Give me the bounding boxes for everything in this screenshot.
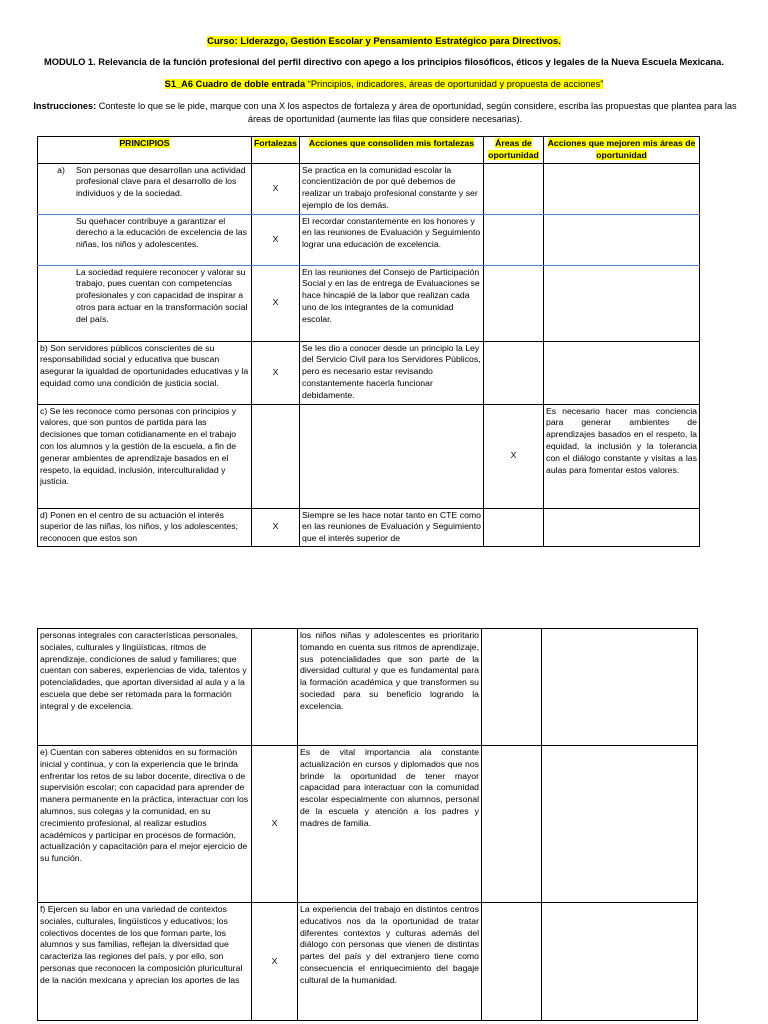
instructions-label: Instrucciones: [33,101,97,111]
header-principios: PRINCIPIOS [38,137,252,164]
acciones-cell: Siempre se les hace notar tanto en CTE como en las reuniones de Evaluación y Seguimiento que el interés superior de [299,508,483,546]
activity-code: S1_A6 Cuadro de doble entrada [164,79,306,89]
acciones-cell: El recordar constantemente en los honores y en las reuniones de Evaluación y Seguimiento lograr una educación de excelencia. [299,214,483,265]
area-mark [483,341,543,404]
acciones-cell [299,404,483,508]
course-title-text: Curso: Liderazgo, Gestión Escolar y Pensamiento Estratégico para Directivos. [207,36,561,47]
activity-subtitle [0,79,768,89]
fortaleza-mark: X [252,508,300,546]
acciones-cell: los niños niñas y adolescentes es prioritario tomando en cuenta sus ritmos de aprendizaje, sus potencialidades que son parte de la diversidad cultural y que es fundamental para la formación académica y que transformen su sociedad para su beneficio logrando la excelencia. [298,629,482,746]
acciones-cell: Se les dio a conocer desde un principio la Ley del Servicio Civil para los Servidores Públicos, pero es necesario estar revisando constantemente hacerla funcionar debidamente. [299,341,483,404]
area-mark [482,746,542,903]
fortaleza-mark [252,629,298,746]
area-mark: X [483,404,543,508]
acciones-cell: La experiencia del trabajo en distintos centros educativos nos da la oportunidad de tratar diferentes contextos y culturas además del diálogo con personas que vienen de distintas partes del país y del extranjero tiene como consecuencia el enriquecimiento del bagaje cultural de la humanidad. [298,903,482,1021]
fortaleza-mark [252,404,300,508]
acciones-cell: Se practica en la comunidad escolar la concientización de por qué debemos de realizar un trabajo profesional constante y ser ejemplo de los demás. [299,163,483,214]
mejoras-cell [543,508,699,546]
principio-cell: e) Cuentan con saberes obtenidos en su formación inicial y continua, y con la experiencia que le brinda enfrentar los retos de su labor docente, directiva o de supervisión escolar; con capacidad para aprender de manera permanente en la práctica, interactuar con los alumnos, sus colegas y la comunidad, en su crecimiento profesional, al realizar estudios académicos y participar en procesos de formación, actualización y capacitación para el mejor ejercicio de su función. [38,746,252,903]
fortaleza-mark: X [252,214,300,265]
instructions-text: Conteste lo que se le pide, marque con una X los aspectos de fortaleza y área de oportunidad, según considere, escriba las propuestas que plantea para las áreas de oportunidad (aumente las filas que considere necesarias). [96,101,737,124]
principio-cell: personas integrales con características personales, sociales, culturales y lingüísticas, ritmos de aprendizaje, condiciones de salud y familiares; que cuentan con saberes, experiencias de vida, talentos y potencialidades, que aportan diversidad al aula y a la escuela que debe ser retomada para la formación integral y de excelencia. [38,629,252,746]
table-row [38,629,698,746]
principio-cell: a) Son personas que desarrollan una actividad profesional clave para el desarrollo de los individuos y de la sociedad. [38,163,252,214]
principio-cell: f) Ejercen su labor en una variedad de contextos sociales, culturales, lingüísticos y educativos; los colectivos docentes de los que forman parte, los alumnos y sus familias, reflejan la diversidad que caracteriza las regiones del país, y por ello, son personas que reconocen la composición pluricultural de la nación mexicana y aprecian los aportes de las [38,903,252,1021]
area-mark [483,265,543,341]
module-title: MODULO 1. Relevancia de la función profesional del perfil directivo con apego a los principios filosóficos, éticos y legales de la Nueva Escuela Mexicana. [44,57,724,67]
area-mark [482,629,542,746]
fortaleza-mark: X [252,163,300,214]
mejoras-cell [543,265,699,341]
principles-table [37,136,700,547]
principio-cell: b) Son servidores públicos conscientes de su responsabilidad social y educativa que buscan asegurar la igualdad de oportunidades educativas y la equidad como una condición de justicia social. [38,341,252,404]
table-row [38,903,698,1021]
area-mark [482,903,542,1021]
instructions [30,100,740,126]
course-title [0,36,768,47]
table-row [38,214,700,265]
header-acciones-fortalezas: Acciones que consoliden mis fortalezas [299,137,483,164]
area-mark [483,508,543,546]
table-row [38,341,700,404]
table-header-row [38,137,700,164]
header-acciones-mejora: Acciones que mejoren mis áreas de oportunidad [543,137,699,164]
principio-cell: c) Se les reconoce como personas con principios y valores, que son puntos de partida para las decisiones que toman cotidianamente en el trabajo con los alumnos y la gestión de la escuela, a fin de generar ambientes de aprendizaje basados en el respeto, la equidad, inclusión, interculturalidad y justicia. [38,404,252,508]
mejoras-cell [543,163,699,214]
acciones-cell: En las reuniones del Consejo de Participación Social y en las de entrega de Evaluaciones se hace hincapié de la labor que realizan cada uno de los integrantes de la comunidad escolar. [299,265,483,341]
table-row [38,508,700,546]
header-areas-oportunidad: Áreas de oportunidad [483,137,543,164]
fortaleza-mark: X [252,746,298,903]
mejoras-cell: Es necesario hacer mas conciencia para generar ambientes de aprendizajes basados en el respeto, la equidad, la inclusión y la tolerancia con el diálogo constante y visitas a las aulas para fomentar estos valores. [543,404,699,508]
mejoras-cell [542,903,698,1021]
fortaleza-mark: X [252,341,300,404]
table-row [38,163,700,214]
table-row [38,404,700,508]
header-fortalezas: Fortalezas [252,137,300,164]
fortaleza-mark: X [252,265,300,341]
principles-table-continued [37,628,698,1021]
principio-cell: La sociedad requiere reconocer y valorar su trabajo, pues cuentan con competencias profesionales y con capacidad de inspirar a otros para actuar en la transformación social del país. [38,265,252,341]
mejoras-cell [543,341,699,404]
acciones-cell: Es de vital importancia ala constante actualización en cursos y diplomados que nos brinde la oportunidad de tener mayor capacidad para interactuar con la comunidad escolar especialmente con alumnos, personal de la escuela y atención a los padres y madres de familia. [298,746,482,903]
activity-name: “Principios, indicadores, áreas de oportunidad y propuesta de acciones” [305,79,604,89]
principio-cell: Su quehacer contribuye a garantizar el derecho a la educación de excelencia de las niñas, los niños y adolescentes. [38,214,252,265]
area-mark [483,163,543,214]
mejoras-cell [542,629,698,746]
principio-cell: d) Ponen en el centro de su actuación el interés superior de las niñas, los niños, y los adolescentes; reconocen que estos son [38,508,252,546]
mejoras-cell [542,746,698,903]
mejoras-cell [543,214,699,265]
table-row [38,746,698,903]
area-mark [483,214,543,265]
table-row [38,265,700,341]
fortaleza-mark: X [252,903,298,1021]
